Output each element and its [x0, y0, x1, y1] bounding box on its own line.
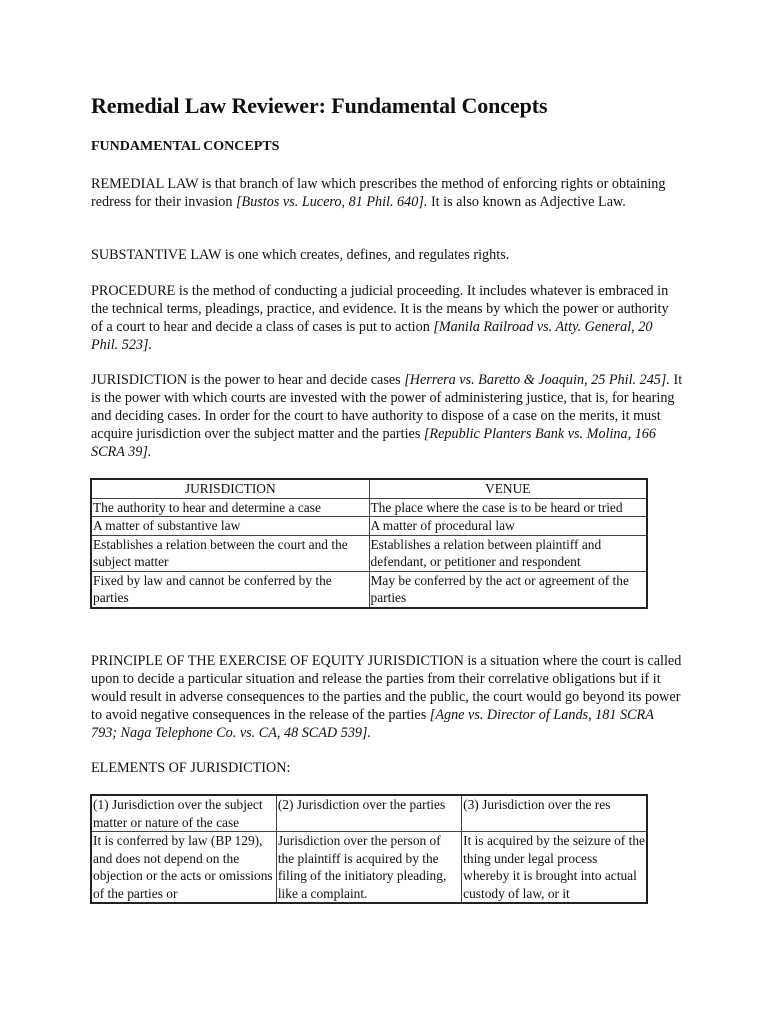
table-header-row: [91, 479, 647, 498]
paragraph-remedial-law: [91, 175, 683, 211]
table-cell: A matter of procedural law: [369, 517, 647, 536]
remedial-law-citation: [Bustos vs. Lucero, 81 Phil. 640].: [236, 194, 428, 210]
substantive-law-text: SUBSTANTIVE LAW is one which creates, defines, and regulates rights.: [91, 247, 510, 263]
elements-of-jurisdiction-table: [90, 794, 648, 904]
jurisdiction-venue-table: [90, 478, 648, 609]
table-header-row: [91, 795, 647, 832]
table-cell: It is conferred by law (BP 129), and does not depend on the objection or the acts or omissions of the parties or: [91, 832, 276, 904]
table-cell: Jurisdiction over the person of the plaintiff is acquired by the filing of the initiatory pleading, like a complaint.: [276, 832, 461, 904]
table-header-cell: (2) Jurisdiction over the parties: [276, 795, 461, 832]
paragraph-procedure: [91, 282, 683, 354]
remedial-law-text: REMEDIAL LAW is that branch of law which prescribes the method of enforcing rights or obtaining redress for their invasion: [91, 176, 666, 210]
table-cell: It is acquired by the seizure of the thing under legal process whereby it is brought into actual custody of law, or it: [462, 832, 647, 904]
table-header-cell: VENUE: [369, 479, 647, 498]
paragraph-equity-jurisdiction: [91, 652, 683, 742]
table-row: [91, 517, 647, 536]
jurisdiction-citation-1: [Herrera vs. Baretto & Joaquin, 25 Phil. 245].: [404, 372, 670, 388]
equity-citation: [Agne vs. Director of Lands, 181 SCRA 793; Naga Telephone Co. vs. CA, 48 SCAD 539].: [91, 707, 654, 741]
document-title: Remedial Law Reviewer: Fundamental Concepts: [91, 93, 548, 118]
table-cell: A matter of substantive law: [91, 517, 369, 536]
remedial-law-tail: It is also known as Adjective Law.: [427, 194, 626, 210]
table-row: [91, 571, 647, 608]
jurisdiction-text: JURISDICTION is the power to hear and decide cases: [91, 372, 405, 388]
table-cell: The authority to hear and determine a case: [91, 498, 369, 517]
elements-heading-text: ELEMENTS OF JURISDICTION:: [91, 760, 291, 776]
table-header-cell: (3) Jurisdiction over the res: [462, 795, 647, 832]
paragraph-elements-heading: [91, 759, 683, 777]
section-heading: FUNDAMENTAL CONCEPTS: [91, 139, 280, 154]
table-row: [91, 832, 647, 904]
table-row: [91, 498, 647, 517]
procedure-text: PROCEDURE is the method of conducting a judicial proceeding. It includes whatever is embraced in the technical terms, pleadings, practice, and evidence. It is the means by which the power or authority of a court to hear and decide a class of cases is put to action: [91, 283, 669, 335]
table-header-cell: (1) Jurisdiction over the subject matter or nature of the case: [91, 795, 276, 832]
table-cell: The place where the case is to be heard or tried: [369, 498, 647, 517]
procedure-citation: [Manila Railroad vs. Atty. General, 20 Phil. 523].: [91, 319, 653, 353]
table-cell: May be conferred by the act or agreement of the parties: [369, 571, 647, 608]
paragraph-substantive-law: [91, 246, 683, 264]
equity-text: PRINCIPLE OF THE EXERCISE OF EQUITY JURISDICTION is a situation where the court is called upon to decide a particular situation and release the parties from their correlative obligations but if it would result in adverse consequences to the parties and the public, the court would go beyond its power to avoid negative consequences in the release of the parties: [91, 653, 682, 723]
table-cell: Establishes a relation between plaintiff and defendant, or petitioner and respondent: [369, 535, 647, 571]
paragraph-jurisdiction: [91, 371, 683, 461]
jurisdiction-citation-2: [Republic Planters Bank vs. Molina, 166 SCRA 39].: [91, 426, 656, 460]
table-cell: Establishes a relation between the court and the subject matter: [91, 535, 369, 571]
jurisdiction-mid-text: It is the power with which courts are invested with the power of administering justice, that is, for hearing and deciding cases. In order for the court to have authority to dispose of a case on the merits, it must acquire jurisdiction over the subject matter and the parties: [91, 372, 683, 442]
table-header-cell: JURISDICTION: [91, 479, 369, 498]
table-row: [91, 535, 647, 571]
table-cell: Fixed by law and cannot be conferred by the parties: [91, 571, 369, 608]
